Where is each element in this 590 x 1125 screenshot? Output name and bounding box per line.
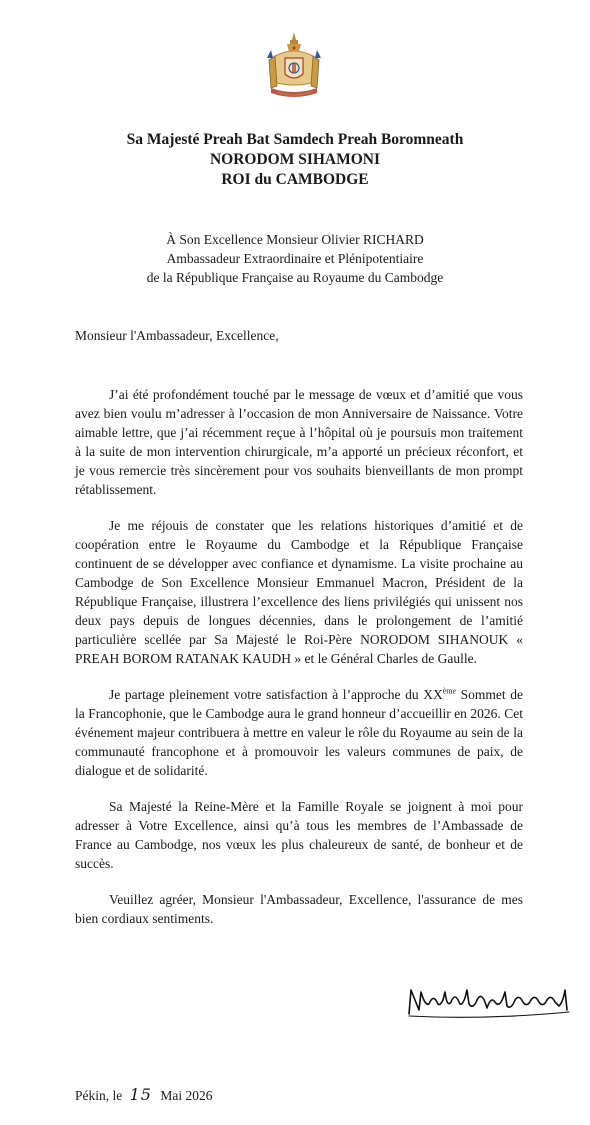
- ordinal-superscript: ème: [442, 686, 457, 696]
- sender-title-block: [0, 130, 590, 190]
- dateline-place: Pékin, le: [75, 1088, 123, 1103]
- paragraph-francophonie-end: Sommet de la Francophonie, que le Cambodge aura le grand honneur d’accueillir en 2026. Cet événement majeur contribuera à mettre en valeur le rôle du Royaume au sein de la communauté francophone et à promouvoir les valeurs communes de paix, de dialogue et de solidarité.: [75, 687, 524, 778]
- dateline-month-year: Mai 2026: [160, 1088, 213, 1103]
- recipient-block: [0, 230, 590, 287]
- paragraph-thanks: J’ai été profondément touché par le message de vœux et d’amitié que vous avez bien voulu m’adresser à l’occasion de mon Anniversaire de Naissance. Votre aimable lettre, que j’ai récemment reçue à l’hôpital où je poursuis mon traitement à la suite de mon intervention chirurgicale, m’a apporté un précieux réconfort, et je vous remercie très sincèrement pour vos souhaits bienveillants de mon prompt rétablissement.: [75, 387, 523, 497]
- recipient-embassy-line: de la République Française au Royaume du Cambodge: [146, 270, 444, 285]
- paragraph-francophonie: [75, 685, 523, 780]
- sender-role-line: ROI du CAMBODGE: [221, 171, 369, 188]
- salutation: Monsieur l'Ambassadeur, Excellence,: [75, 328, 279, 343]
- dateline-day-handwritten: 15: [129, 1085, 152, 1104]
- recipient-title-line: Ambassadeur Extraordinaire et Plénipotentiaire: [166, 251, 424, 266]
- dateline: [75, 1085, 212, 1105]
- sender-title-line: Sa Majesté Preah Bat Samdech Preah Boromneath: [126, 131, 464, 148]
- paragraph-relations: Je me réjouis de constater que les relations historiques d’amitié et de coopération entre le Royaume du Cambodge et la République Française continuent de se développer avec confiance et dynamisme. La visite prochaine au Cambodge de Son Excellence Monsieur Emmanuel Macron, Président de la République Française, illustrera l’excellence des liens privilégiés qui unissent nos deux pays depuis de longues décennies, dans le prolongement de l’amitié particulière scellée par Sa Majesté le Roi-Père NORODOM SIHANOUK « PREAH BOROM RATANAK KAUDH » et le Général Charles de Gaulle.: [75, 518, 523, 666]
- letter-body: [75, 385, 523, 945]
- sender-name-line: NORODOM SIHAMONI: [209, 151, 381, 168]
- paragraph-closing: Veuillez agréer, Monsieur l'Ambassadeur, Excellence, l'assurance de mes bien cordiaux sentiments.: [75, 892, 523, 926]
- paragraph-wishes: Sa Majesté la Reine-Mère et la Famille Royale se joignent à moi pour adresser à Votre Excellence, ainsi qu’à tous les membres de l’Ambassade de France au Cambodge, nos vœux les plus chaleureux de santé, de bonheur et de succès.: [75, 799, 523, 871]
- recipient-name-line: À Son Excellence Monsieur Olivier RICHARD: [166, 232, 424, 247]
- paragraph-francophonie-start: Je partage pleinement votre satisfaction à l’approche du XX: [109, 687, 443, 702]
- handwritten-signature: [405, 980, 575, 1022]
- royal-coat-of-arms-emblem: [263, 30, 325, 102]
